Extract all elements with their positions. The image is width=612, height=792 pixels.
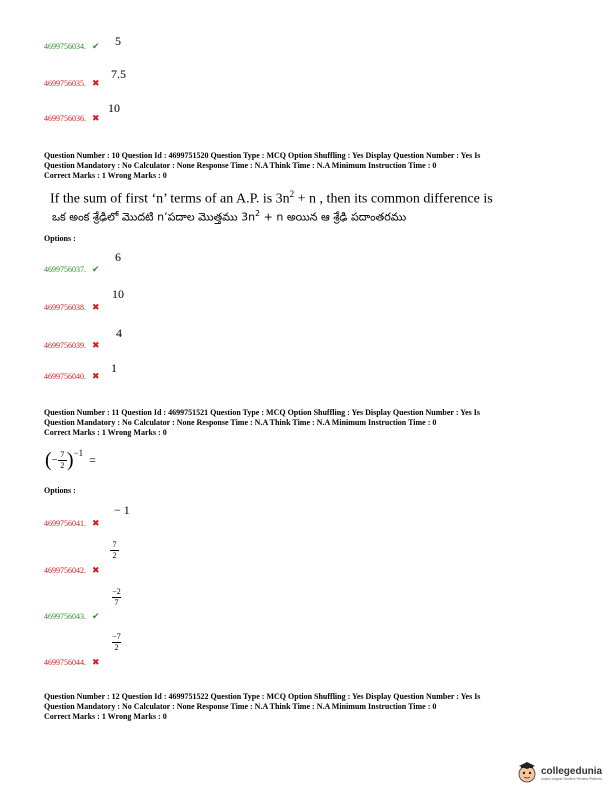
- option-value: 1: [111, 361, 117, 375]
- question-text-english: If the sum of first ‘n’ terms of an A.P. is $3n^2 + n$ , then its common difference is: [50, 189, 493, 207]
- option-row: [44, 366, 100, 384]
- fraction: $\frac{7}{2}$: [58, 451, 67, 470]
- option-row: [44, 108, 100, 126]
- question-meta: Question Number : 10 Question Id : 4699751520 Question Type : MCQ Option Shuffling : Yes Display Question Number : Yes Is Question Mandatory : No Calculator : None Response Time : N.A Think Time : N.A Minimum Instruction Time : 0 Correct Marks : 1 Wrong Marks : 0: [44, 151, 481, 180]
- option-row: [44, 297, 100, 315]
- option-row: [44, 513, 100, 531]
- option-id: 4699756042.: [44, 566, 86, 575]
- option-fraction: −7 2: [112, 632, 121, 652]
- option-id: 4699756037.: [44, 265, 86, 274]
- logo-name: collegedunia: [541, 765, 603, 777]
- question-meta: Question Number : 12 Question Id : 4699751522 Question Type : MCQ Option Shuffling : Yes Display Question Number : Yes Is Question Mandatory : No Calculator : None Response Time : N.A Think Time : N.A Minimum Instruction Time : 0 Correct Marks : 1 Wrong Marks : 0: [44, 692, 481, 721]
- check-icon: ✔: [92, 264, 100, 274]
- option-value: − 1: [114, 503, 130, 517]
- question-text-telugu: ఒక అంక శ్రేఢిలో మొదటి n’పదాల మొత్తము $3n^2 + n$ అయిన ఆ శ్రేఢి పదాంతరము: [52, 209, 407, 224]
- check-icon: ✔: [92, 611, 100, 621]
- question-meta: Question Number : 11 Question Id : 4699751521 Question Type : MCQ Option Shuffling : Yes Display Question Number : Yes Is Question Mandatory : No Calculator : None Response Time : N.A Think Time : N.A Minimum Instruction Time : 0 Correct Marks : 1 Wrong Marks : 0: [44, 408, 480, 437]
- option-id: 4699756038.: [44, 303, 86, 312]
- option-value: 10: [108, 101, 120, 115]
- cross-icon: ✖: [92, 518, 100, 528]
- option-value: 7.5: [111, 67, 126, 81]
- option-row: [44, 259, 100, 277]
- option-id: 4699756041.: [44, 519, 86, 528]
- option-row: [44, 36, 100, 54]
- option-id: 4699756040.: [44, 372, 86, 381]
- option-value: 5: [115, 34, 121, 48]
- option-id: 4699756043.: [44, 612, 86, 621]
- option-row: [44, 560, 100, 578]
- option-value: 10: [112, 287, 124, 301]
- logo-tagline: India's largest Student Review Platform: [541, 776, 602, 781]
- cross-icon: ✖: [92, 302, 100, 312]
- cross-icon: ✖: [92, 657, 100, 667]
- option-row: [44, 73, 100, 91]
- cross-icon: ✖: [92, 340, 100, 350]
- options-label: Options :: [44, 486, 76, 495]
- option-fraction: 7 2: [110, 541, 119, 560]
- option-id: 4699756034.: [44, 42, 86, 51]
- option-value: 6: [115, 250, 121, 264]
- option-row: [44, 652, 100, 670]
- option-fraction: −2 7: [112, 587, 121, 607]
- question-expression: ( − $\frac{7}{2}$ ) $^{-1}$ =: [45, 448, 96, 471]
- cross-icon: ✖: [92, 113, 100, 123]
- option-row: [44, 335, 100, 353]
- mascot-icon: [516, 762, 538, 784]
- option-id: 4699756035.: [44, 79, 86, 88]
- collegedunia-logo: [516, 762, 602, 784]
- option-id: 4699756039.: [44, 341, 86, 350]
- cross-icon: ✖: [92, 565, 100, 575]
- option-id: 4699756036.: [44, 114, 86, 123]
- option-id: 4699756044.: [44, 658, 86, 667]
- option-value: 4: [116, 326, 122, 340]
- check-icon: ✔: [92, 41, 100, 51]
- cross-icon: ✖: [92, 371, 100, 381]
- options-label: Options :: [44, 234, 76, 243]
- cross-icon: ✖: [92, 78, 100, 88]
- option-row: [44, 606, 100, 624]
